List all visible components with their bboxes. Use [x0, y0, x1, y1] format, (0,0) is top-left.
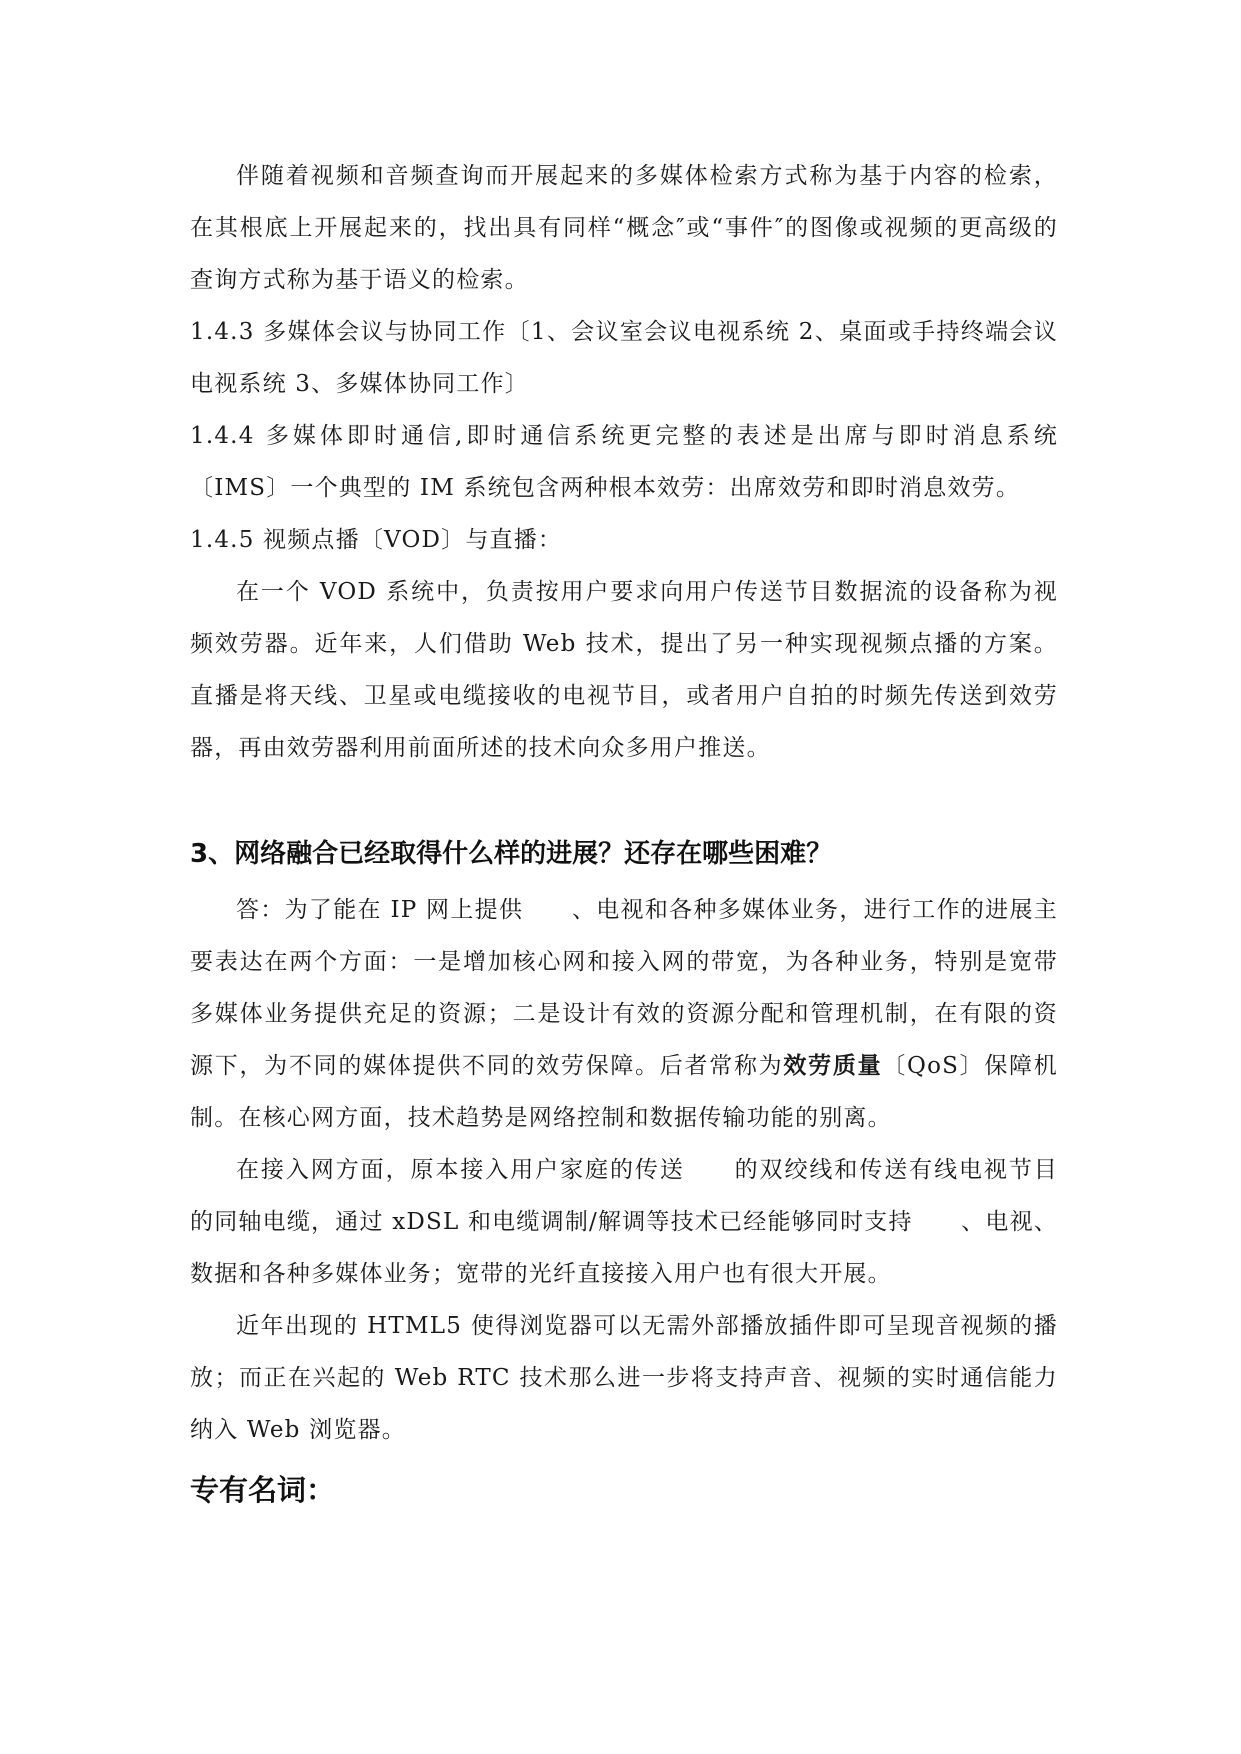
answer-text-after: 〔QoS〕保障机制。在核心网方面，技术趋势是网络控制和数据传输功能的别离。: [190, 1053, 1058, 1131]
paragraph-answer: [190, 884, 1058, 1144]
terms-heading: 专有名词：: [190, 1473, 336, 1507]
answer-text-before: 答：为了能在 IP 网上提供 、电视和各种多媒体业务，进行工作的进展主要表达在两个方面：一是增加核心网和接入网的带宽，为各种业务，特别是宽带多媒体业务提供充足的资源；二是设计有效的资源分配和管理机制，在有限的资源下，为不同的媒体提供不同的效劳保障。后者常称为: [190, 897, 1058, 1079]
paragraph-1-4-5: 1.4.5 视频点播〔VOD〕与直播：: [190, 527, 563, 553]
paragraph-html5: 近年出现的 HTML5 使得浏览器可以无需外部播放插件即可呈现音视频的播放；而正在兴起的 Web RTC 技术那么进一步将支持声音、视频的实时通信能力纳入 Web 浏览器。: [190, 1313, 1058, 1443]
paragraph-vod: 在一个 VOD 系统中，负责按用户要求向用户传送节目数据流的设备称为视频效劳器。近年来，人们借助 Web 技术，提出了另一种实现视频点播的方案。直播是将天线、卫星或电缆接收的电视节目，或者用户自拍的时频先传送到效劳器，再由效劳器利用前面所述的技术向众多用户推送。: [190, 579, 1058, 761]
paragraph-content-retrieval: 伴随着视频和音频查询而开展起来的多媒体检索方式称为基于内容的检索，在其根底上开展起来的，找出具有同样“概念″或“事件″的图像或视频的更高级的查询方式称为基于语义的检索。: [190, 163, 1058, 293]
document-page: [190, 150, 1058, 1512]
paragraph-1-4-3: 1.4.3 多媒体会议与协同工作〔1、会议室会议电视系统 2、桌面或手持终端会议电视系统 3、多媒体协同工作〕: [190, 319, 1058, 397]
paragraph-1-4-4: 1.4.4 多媒体即时通信,即时通信系统更完整的表述是出席与即时消息系统〔IMS〕一个典型的 IM 系统包含两种根本效劳：出席效劳和即时消息效劳。: [190, 423, 1058, 501]
section-3-heading: 3、网络融合已经取得什么样的进展？还存在哪些困难？: [190, 839, 833, 869]
qos-term: 效劳质量: [783, 1053, 883, 1079]
paragraph-access-network: 在接入网方面，原本接入用户家庭的传送 的双绞线和传送有线电视节目的同轴电缆，通过 xDSL 和电缆调制/解调等技术已经能够同时支持 、电视、数据和各种多媒体业务；宽带的光纤直接接入用户也有很大开展。: [190, 1157, 1058, 1287]
